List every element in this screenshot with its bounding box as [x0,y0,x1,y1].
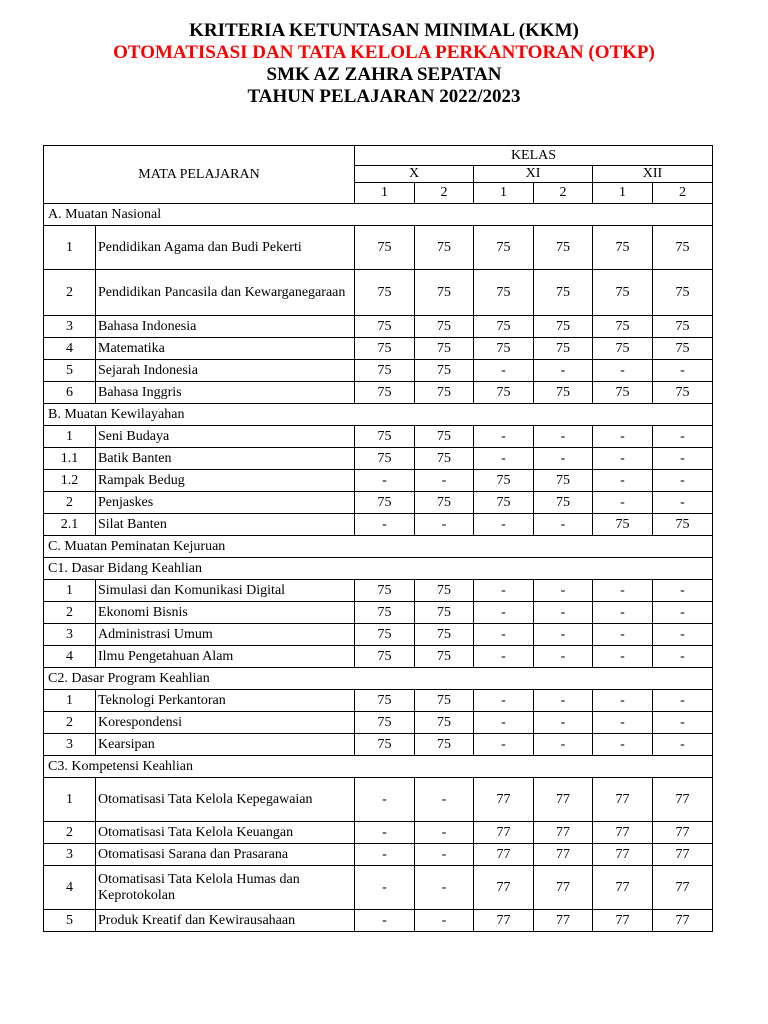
row-number: 1 [44,226,96,270]
subject-name: Seni Budaya [96,426,355,448]
table-row [44,910,713,932]
section-title: C. Muatan Peminatan Kejuruan [44,536,713,558]
row-number: 2 [44,712,96,734]
kkm-value-cell: - [415,844,474,866]
kkm-value-cell: 75 [355,734,415,756]
semester-header: 2 [653,183,713,204]
kkm-value-cell: 75 [355,690,415,712]
kkm-value-cell: 75 [653,514,713,536]
table-row [44,470,713,492]
kkm-value-cell: 75 [534,270,593,316]
row-number: 2 [44,822,96,844]
kkm-value-cell: - [474,602,534,624]
kkm-value-cell: 77 [534,866,593,910]
kkm-value-cell: - [653,624,713,646]
subject-name: Pendidikan Agama dan Budi Pekerti [96,226,355,270]
row-number: 5 [44,910,96,932]
subject-name: Penjaskes [96,492,355,514]
row-number: 1 [44,580,96,602]
kkm-value-cell: - [653,690,713,712]
subject-name: Produk Kreatif dan Kewirausahaan [96,910,355,932]
kkm-value-cell: - [534,734,593,756]
kkm-value-cell: 75 [653,226,713,270]
kkm-value-cell: - [474,690,534,712]
title-line-school: SMK AZ ZAHRA SEPATAN [266,64,502,85]
subject-name: Bahasa Inggris [96,382,355,404]
kkm-value-cell: 75 [534,470,593,492]
kkm-value-cell: - [653,470,713,492]
kkm-value-cell: - [653,492,713,514]
section-title: C2. Dasar Program Keahlian [44,668,713,690]
kkm-value-cell: 75 [593,382,653,404]
subject-name: Otomatisasi Tata Kelola Humas dan Keprotokolan [96,866,355,910]
kkm-value-cell: 75 [415,492,474,514]
row-number: 3 [44,316,96,338]
row-number: 4 [44,646,96,668]
kkm-value-cell: 77 [653,822,713,844]
kkm-value-cell: - [534,360,593,382]
row-number: 1 [44,690,96,712]
kkm-value-cell: 75 [415,646,474,668]
table-row [44,646,713,668]
kkm-value-cell: 75 [534,338,593,360]
table-row [44,448,713,470]
kkm-value-cell: - [355,866,415,910]
subject-name: Administrasi Umum [96,624,355,646]
subject-name: Sejarah Indonesia [96,360,355,382]
kkm-value-cell: - [653,426,713,448]
subject-name: Teknologi Perkantoran [96,690,355,712]
kkm-value-cell: 75 [415,734,474,756]
subject-name: Batik Banten [96,448,355,470]
kkm-value-cell: 75 [355,492,415,514]
kkm-value-cell: - [593,360,653,382]
subject-name: Otomatisasi Sarana dan Prasarana [96,844,355,866]
kkm-value-cell: 75 [415,270,474,316]
table-row [44,624,713,646]
title-line-kkm: KRITERIA KETUNTASAN MINIMAL (KKM) [189,20,579,41]
kkm-value-cell: 75 [474,270,534,316]
kkm-value-cell: 77 [653,910,713,932]
semester-header: 1 [355,183,415,204]
kkm-value-cell: 75 [355,226,415,270]
table-row [44,734,713,756]
kkm-value-cell: 75 [534,492,593,514]
subject-name: Simulasi dan Komunikasi Digital [96,580,355,602]
kkm-value-cell: 77 [593,910,653,932]
kkm-value-cell: - [593,426,653,448]
kkm-value-cell: - [474,448,534,470]
kkm-value-cell: 75 [593,226,653,270]
kkm-value-cell: - [534,448,593,470]
subject-name: Korespondensi [96,712,355,734]
kkm-value-cell: 75 [355,602,415,624]
section-title: A. Muatan Nasional [44,204,713,226]
kkm-value-cell: - [474,580,534,602]
table-row [44,514,713,536]
kkm-value-cell: 77 [653,778,713,822]
section-row [44,558,713,580]
kkm-value-cell: 77 [593,866,653,910]
kkm-value-cell: 75 [593,316,653,338]
section-title: B. Muatan Kewilayahan [44,404,713,426]
table-row [44,360,713,382]
kkm-value-cell: - [355,844,415,866]
kkm-value-cell: 75 [534,382,593,404]
section-title: C1. Dasar Bidang Keahlian [44,558,713,580]
kkm-value-cell: 77 [534,910,593,932]
subject-name: Kearsipan [96,734,355,756]
kkm-value-cell: - [653,448,713,470]
kkm-value-cell: 75 [415,712,474,734]
kkm-value-cell: - [593,470,653,492]
kkm-value-cell: 75 [355,646,415,668]
kkm-value-cell: 77 [474,866,534,910]
kkm-value-cell: 75 [534,316,593,338]
kkm-value-cell: 77 [534,822,593,844]
kkm-value-cell: - [474,426,534,448]
kkm-value-cell: - [653,734,713,756]
table-row [44,712,713,734]
kkm-value-cell: 75 [415,690,474,712]
table-row [44,492,713,514]
kkm-value-cell: 75 [355,338,415,360]
kkm-value-cell: - [415,822,474,844]
table-row [44,866,713,910]
kkm-value-cell: - [593,448,653,470]
kkm-value-cell: 75 [593,514,653,536]
subject-name: Matematika [96,338,355,360]
subject-name: Bahasa Indonesia [96,316,355,338]
kkm-value-cell: - [474,514,534,536]
kkm-value-cell: - [593,624,653,646]
kkm-value-cell: - [355,778,415,822]
subject-name: Otomatisasi Tata Kelola Kepegawaian [96,778,355,822]
section-row [44,668,713,690]
kkm-value-cell: 77 [534,778,593,822]
row-number: 4 [44,338,96,360]
grade-header: X [355,166,474,183]
table-row [44,382,713,404]
kkm-value-cell: - [653,602,713,624]
kkm-value-cell: - [593,492,653,514]
kkm-value-cell: 77 [653,844,713,866]
title-line-program: OTOMATISASI DAN TATA KELOLA PERKANTORAN (OTKP) [113,42,655,63]
row-number: 2 [44,602,96,624]
row-number: 3 [44,624,96,646]
table-row [44,338,713,360]
subject-name: Pendidikan Pancasila dan Kewarganegaraan [96,270,355,316]
row-number: 1 [44,778,96,822]
kkm-value-cell: 75 [415,624,474,646]
kkm-value-cell: 77 [593,844,653,866]
kkm-value-cell: - [474,734,534,756]
subject-name: Otomatisasi Tata Kelola Keuangan [96,822,355,844]
kkm-value-cell: 75 [415,382,474,404]
kkm-value-cell: 75 [415,338,474,360]
subject-name: Ilmu Pengetahuan Alam [96,646,355,668]
kkm-value-cell: - [474,624,534,646]
kkm-value-cell: 77 [534,844,593,866]
kkm-value-cell: 75 [415,360,474,382]
kkm-value-cell: - [415,778,474,822]
kkm-value-cell: - [415,470,474,492]
title-line-year: TAHUN PELAJARAN 2022/2023 [247,86,521,107]
kkm-value-cell: 77 [474,910,534,932]
kkm-value-cell: 75 [653,270,713,316]
kkm-value-cell: - [593,602,653,624]
kkm-value-cell: 75 [415,448,474,470]
kkm-value-cell: 75 [355,316,415,338]
kkm-value-cell: - [474,360,534,382]
kkm-value-cell: 75 [534,226,593,270]
table-row [44,602,713,624]
kkm-value-cell: - [534,646,593,668]
kkm-value-cell: 77 [653,866,713,910]
table-row [44,844,713,866]
subject-column-header: MATA PELAJARAN [44,146,355,204]
kkm-value-cell: - [593,580,653,602]
kkm-value-cell: - [355,822,415,844]
kkm-value-cell: 75 [415,226,474,270]
row-number: 5 [44,360,96,382]
kkm-value-cell: - [653,712,713,734]
kkm-value-cell: - [355,470,415,492]
kkm-value-cell: 77 [474,844,534,866]
grade-header: XI [474,166,593,183]
kkm-value-cell: 75 [474,382,534,404]
kkm-value-cell: 75 [653,316,713,338]
kkm-value-cell: - [653,580,713,602]
kkm-value-cell: - [534,690,593,712]
row-number: 1.2 [44,470,96,492]
kkm-value-cell: 75 [653,338,713,360]
row-number: 2 [44,270,96,316]
kkm-value-cell: 75 [355,270,415,316]
kkm-value-cell: 75 [653,382,713,404]
semester-header: 1 [593,183,653,204]
kkm-value-cell: - [653,646,713,668]
row-number: 1.1 [44,448,96,470]
kkm-value-cell: 75 [415,602,474,624]
kkm-value-cell: - [534,712,593,734]
kkm-value-cell: - [534,602,593,624]
document-title-block [0,20,768,108]
subject-name: Silat Banten [96,514,355,536]
table-row [44,690,713,712]
kkm-value-cell: 77 [474,778,534,822]
kkm-value-cell: - [415,866,474,910]
section-row [44,204,713,226]
section-row [44,756,713,778]
table-row [44,778,713,822]
row-number: 1 [44,426,96,448]
grade-header: XII [593,166,713,183]
kkm-table [43,145,713,932]
kkm-value-cell: 77 [593,822,653,844]
row-number: 3 [44,844,96,866]
semester-header: 2 [534,183,593,204]
section-title: C3. Kompetensi Keahlian [44,756,713,778]
table-row [44,226,713,270]
semester-header: 2 [415,183,474,204]
row-number: 2 [44,492,96,514]
kkm-value-cell: 75 [474,316,534,338]
subject-name: Ekonomi Bisnis [96,602,355,624]
kkm-value-cell: 75 [593,338,653,360]
kkm-value-cell: 75 [415,316,474,338]
kkm-value-cell: - [534,514,593,536]
table-row [44,316,713,338]
kkm-value-cell: - [355,514,415,536]
kkm-value-cell: 75 [415,580,474,602]
kkm-value-cell: 75 [355,426,415,448]
kkm-value-cell: 75 [474,492,534,514]
kkm-value-cell: - [534,426,593,448]
semester-header: 1 [474,183,534,204]
kkm-value-cell: 75 [474,470,534,492]
kkm-value-cell: 77 [593,778,653,822]
kkm-value-cell: - [415,514,474,536]
row-number: 3 [44,734,96,756]
kkm-value-cell: - [355,910,415,932]
kkm-value-cell: - [593,712,653,734]
kkm-value-cell: - [593,646,653,668]
kkm-value-cell: 75 [474,338,534,360]
kkm-value-cell: - [653,360,713,382]
kkm-value-cell: 75 [474,226,534,270]
kkm-value-cell: - [593,734,653,756]
table-row [44,822,713,844]
row-number: 4 [44,866,96,910]
kkm-value-cell: - [593,690,653,712]
row-number: 6 [44,382,96,404]
kkm-value-cell: 75 [355,712,415,734]
kkm-value-cell: - [534,624,593,646]
row-number: 2.1 [44,514,96,536]
kkm-value-cell: 75 [415,426,474,448]
table-row [44,426,713,448]
kkm-value-cell: 75 [355,580,415,602]
kkm-value-cell: 77 [474,822,534,844]
section-row [44,404,713,426]
kelas-header: KELAS [355,146,713,166]
kkm-value-cell: 75 [593,270,653,316]
kkm-value-cell: - [474,646,534,668]
kkm-value-cell: - [415,910,474,932]
kkm-value-cell: 75 [355,382,415,404]
kkm-value-cell: 75 [355,360,415,382]
subject-name: Rampak Bedug [96,470,355,492]
table-row [44,580,713,602]
table-row [44,270,713,316]
kkm-value-cell: - [474,712,534,734]
kkm-value-cell: - [534,580,593,602]
kkm-value-cell: 75 [355,624,415,646]
kkm-value-cell: 75 [355,448,415,470]
section-row [44,536,713,558]
